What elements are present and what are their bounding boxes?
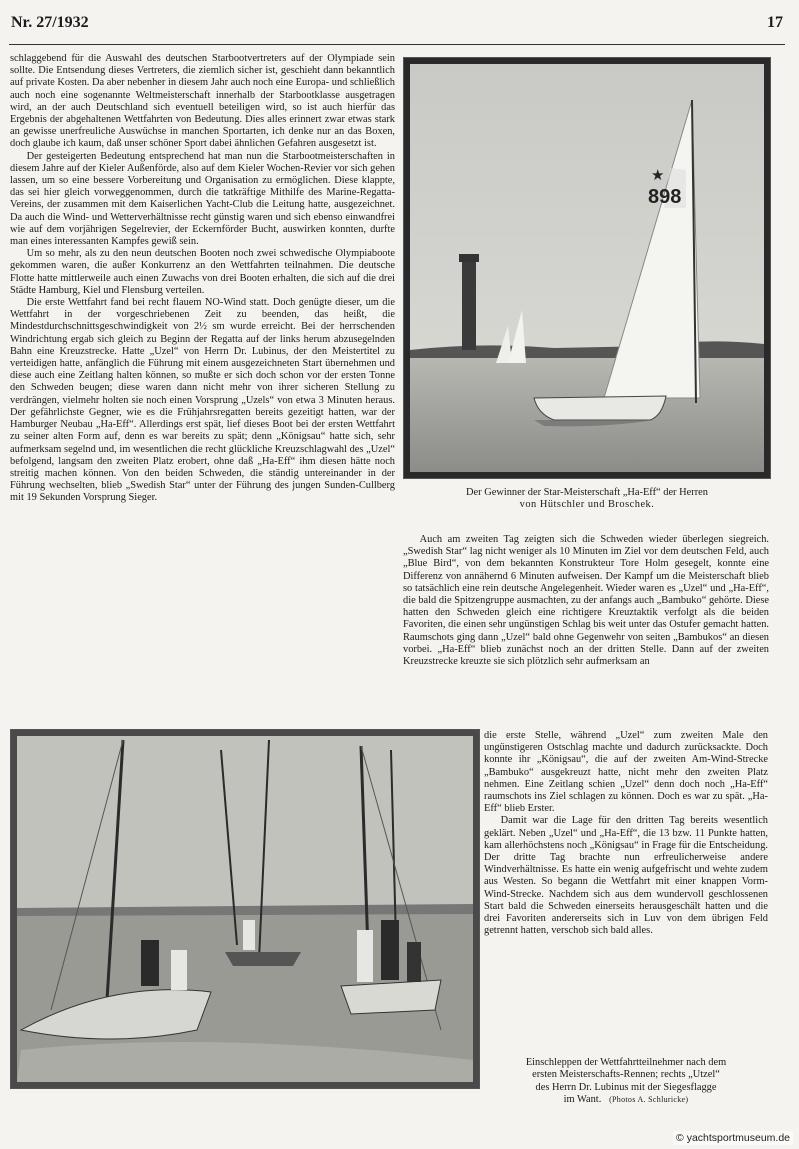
caption-line xyxy=(484,1094,768,1106)
photo-towing-boats-image xyxy=(11,730,479,1088)
caption-line: von Hütschler und Broschek. xyxy=(519,499,655,511)
header-rule xyxy=(9,44,785,45)
caption-line: Der Gewinner der Star-Meisterschaft „Ha-Eff“ der Herren xyxy=(466,487,708,498)
paragraph: Damit war die Lage für den dritten Tag bereits wesentlich geklärt. Neben „Uzel“ und „Ha-Eff“, die 13 bzw. 11 Punkte hatten, kam allerhöchstens noch „Königsau“ in Frage für die Entscheidung. Der dritte Tag brachte nun erfreulicherweise andere Windverhältnisse. Es hatte ein wenig aufgefrischt und wehte zudem aus Westen. So begann die Wettfahrt mit einer knappen Vorm-Wind-Strecke. Nachdem sich aus dem wundervoll geschlossenen Start bald die Schweden einerseits herausgeschält hatten und die drei Favoriten andererseits sich in Luv von dem übrigen Feld getrennt hatten, verschob sich bald alles. xyxy=(484,815,768,937)
photo-star-boat-image xyxy=(404,58,770,478)
photo-star-boat xyxy=(403,57,771,479)
issue-number: Nr. 27/1932 xyxy=(11,14,89,31)
paragraph: schlaggebend für die Auswahl des deutschen Starbootvertreters auf der Olympiade sein sollte. Die Entsendung dieses Vertreters, die ziemlich sicher ist, geschieht dann bekanntlich auf private Kosten. Da aber nebenher in diesem Jahr auch noch eine Europa- und schließlich auch noch eine sogenannte Weltmeisterschaft innerhalb der Starbootklasse ausgetragen wird, an der auch Deutschland sich eventuell beteiligen wird, so ist auch hierfür das Ergebnis der abgehaltenen Wettfahrten von Bedeutung. Dies alles erinnert zwar etwas stark an gewisse unerfreuliche Auswüchse in manchen Sportarten, ich denke nur an das Boxen, doch glaube ich kaum, daß unser schöner Sport dabei ähnlichen Gefahren ausgesetzt ist. xyxy=(10,53,395,150)
paragraph: die erste Stelle, während „Uzel“ zum zweiten Male den ungünstigeren Ostschlag machte und dadurch zurücksackte. Doch konnte ihr „Königsau“, die auf der zweiten Am-Wind-Strecke „Bambuko“ ausgekreuzt hatte, nicht mehr den zweiten Platz nehmen. Eine Zeitlang schien „Uzel“ denn doch noch „Ha-Eff“ raumschots ins Ziel schlagen zu können. Doch es war zu spät. „Ha-Eff“ blieb Erster. xyxy=(484,730,768,815)
paragraph: Um so mehr, als zu den neun deutschen Booten noch zwei schwedische Olympiaboote gekommen waren, die außer Konkurrenz an den Wettfahrten teilnahmen. Die deutsche Flotte hatte mittlerweile auch einen Zuwachs von drei Booten erhalten, die sich auf die drei Städte Hamburg, Kiel und Flensburg verteilen. xyxy=(10,248,395,296)
svg-text:★: ★ xyxy=(651,166,665,184)
paragraph: Die erste Wettfahrt fand bei recht flauem NO-Wind statt. Doch genügte dieser, um die Wettfahrt in der vorgeschriebenen Zeit zu beenden, das heißt, die Mindestdurchschnittsgeschwindigkeit von 2½ sm wurde erreicht. Bei der herrschenden Windrichtung ergab sich gleich zu Beginn der Regatta auf der links herum abzusegelnden Bahn eine Kreuzstrecke. Hatte „Uzel“ von Herrn Dr. Lubinus, der den Meistertitel zu verteidigen hatte, anfänglich die Führung mit einem ausgezeichneten Start übernehmen und diese auch eine Zeitlang halten können, so mußte er sich doch schon vor der ersten Tonne den Schweden beugen; diese waren dann nicht mehr von ihrer sicheren Stellung zu verdrängen, vielmehr holten sie noch einen Vorsprung „Uzels“ von etwa 3 Minuten heraus. Der gefährlichste Gegner, wie es die Frühjahrsregatten bereits gezeitigt hatten, war der Hamburger Neubau „Ha-Eff“. Allerdings erst spät, lief dieses Boot bei der ersten Wettfahrt zu seiner alten Form auf, denn es war bereits zu spät; denn „Königsau“ hatte sich, sehr aufmerksam segelnd und, im wesentlichen die recht glückliche Kreuzschlagwahl des „Uzel“ befolgend, langsam den zweiten Platz erobert, ohne daß „Ha-Eff“ ihm diesen hätte noch streitig machen können. Von den beiden Schweden, die ständig untereinander in der Führung wechselten, blieb „Swedish Star“ unter der Führung des jungen Sunden-Cullberg mit 19 Sekunden Vorsprung Sieger. xyxy=(10,297,395,504)
caption-line: Einschleppen der Wettfahrtteilnehmer nach dem xyxy=(525,1057,727,1068)
caption-line-end: im Want. xyxy=(563,1094,602,1106)
article-column-right xyxy=(403,534,769,729)
caption-line: ersten Meisterschafts-Rennen; rechts „Utzel“ xyxy=(532,1069,720,1081)
paragraph: Der gesteigerten Bedeutung entsprechend hat man nun die Starbootmeisterschaften in diesem Jahre auf der Kieler Außenförde, also auf dem Kieler Wochen-Revier vor sich gehen lassen, um so eine bessere Vorbereitung und Organisation zu ermöglichen. Diese klappte, das sei hier gleich vorweggenommen, durch die tatkräftige Mithilfe des Marine-Regatta-Vereins, der zusammen mit dem Kaiserlichen Yacht-Club die Leitung hatte, ausgezeichnet. Da auch die Wind- und Wetterverhältnisse recht günstig waren und sich ebenso einwandfrei wie auf dem vorjährigen Segelrevier, der Eckernförder Bucht, auswirken konnten, durfte man eines interessanten Kampfes gewiß sein. xyxy=(10,150,395,248)
photo-credit: (Photos A. Schluricke) xyxy=(609,1095,689,1105)
page-number: 17 xyxy=(767,14,783,31)
watermark: © yachtsportmuseum.de xyxy=(673,1131,793,1145)
sail-number-text: 898 xyxy=(648,186,682,208)
caption-photo-star-boat xyxy=(404,487,770,512)
article-column-bottom-right xyxy=(484,730,768,1052)
article-column-left xyxy=(10,53,395,721)
photo-towing-boats xyxy=(10,729,480,1089)
caption-photo-towing-boats xyxy=(484,1057,768,1107)
paragraph: Auch am zweiten Tag zeigten sich die Schweden wieder überlegen siegreich. „Swedish Star“ lag nicht weniger als 10 Minuten im Ziel vor dem deutschen Feld, auch „Blue Bird“, von dem bekannten Konstrukteur Tore Holm gesegelt, konnte eine Differenz von annähernd 6 Minuten aufweisen. Der Kampf um die Meisterschaft blieb so tatsächlich eine rein deutsche Angelegenheit. Wieder waren es „Uzel“ und „Ha-Eff“, die bald die Spitzengruppe ausmachten, zu der anfangs auch „Bambuko“ gehörte. Diese hatten den Schweden gleich eine richtigere Kreuztaktik verfolgt als die beiden Favoriten, die einen sehr ungünstigen Schlag bis weit unter das Ostufer gemacht hatten. Raumschots ging dann „Uzel“ bald ohne Gegenwehr von seiten „Bambukos“ an diesen vorbei. „Ha-Eff“ blieb zunächst noch an der dritten Stelle. Dann auf der zweiten Kreuzstrecke kreuzte sie sich plötzlich sehr aufmerksam an xyxy=(403,534,769,668)
caption-line: des Herrn Dr. Lubinus mit der Siegesflagge xyxy=(535,1081,717,1093)
